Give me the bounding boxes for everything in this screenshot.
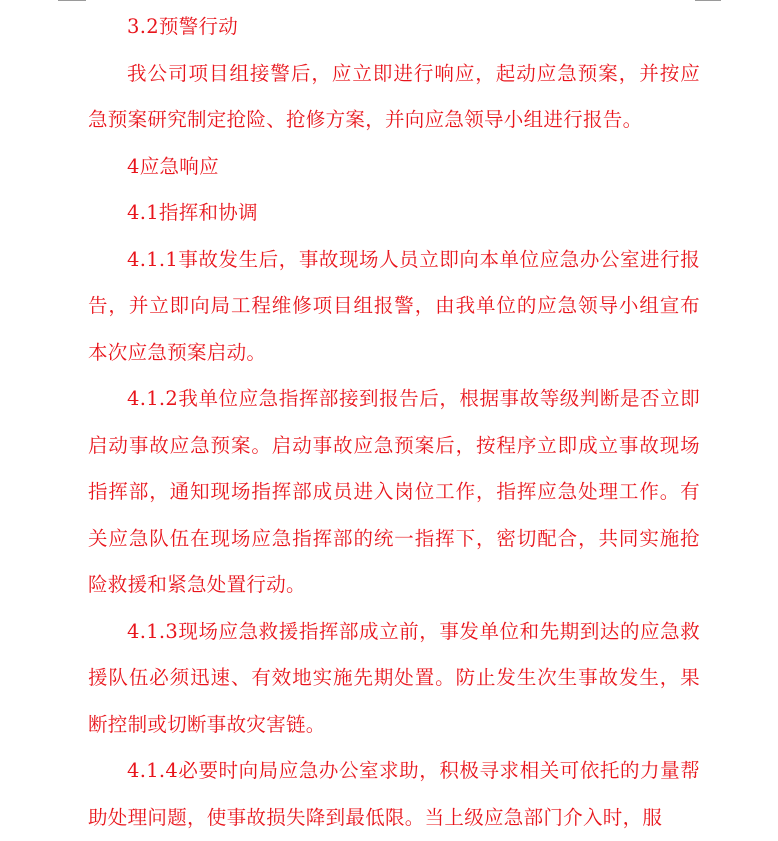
- heading-4: 4应急响应: [127, 154, 219, 178]
- page-corner-mark-right: [695, 0, 721, 1]
- page-corner-mark-left: [58, 0, 86, 1]
- paragraph-4-1-2: 4.1.2我单位应急指挥部接到报告后，根据事故等级判断是否立即启动事故应急预案。启动事故应急预案后，按程序立即成立事故现场指挥部，通知现场指挥部成员进入岗位工作，指挥应急处理工作。有关应急队伍在现场应急指挥部的统一指挥下，密切配合，共同实施抢险救援和紧急处置行动。: [88, 387, 700, 596]
- paragraph-4-1-4: 4.1.4必要时向局应急办公室求助，积极寻求相关可依托的力量帮助处理问题，使事故损失降到最低限。当上级应急部门介入时，服: [88, 759, 700, 829]
- paragraph-4-1-3: 4.1.3现场应急救援指挥部成立前，事发单位和先期到达的应急救援队伍必须迅速、有效地实施先期处置。防止发生次生事故发生，果断控制或切断事故灾害链。: [88, 619, 700, 736]
- paragraph-4-1-1: 4.1.1事故发生后，事故现场人员立即向本单位应急办公室进行报告，并立即向局工程维修项目组报警，由我单位的应急领导小组宣布本次应急预案启动。: [88, 247, 700, 364]
- heading-3-2: 3.2预警行动: [127, 15, 239, 38]
- paragraph-early-warning-action: 我公司项目组接警后，应立即进行响应，起动应急预案，并按应急预案研究制定抢险、抢修方案，并向应急领导小组进行报告。: [88, 61, 700, 131]
- heading-4-1: 4.1指挥和协调: [127, 201, 258, 224]
- document-body: [88, 4, 700, 841]
